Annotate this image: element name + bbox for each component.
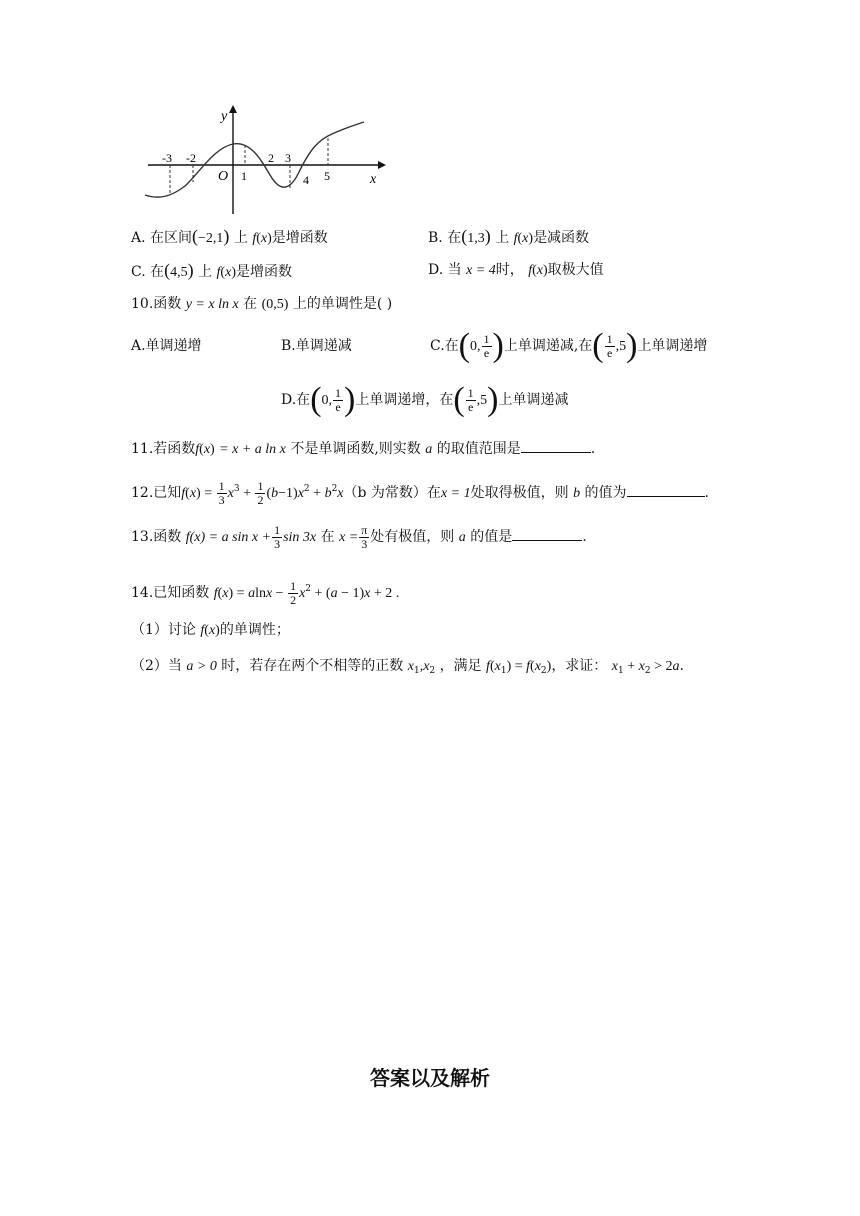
answer-blank (512, 526, 582, 541)
q9-option-c: C. 在(4,5) 上 f(x)是增函数 (131, 260, 292, 280)
q10-option-b: B.单调递减 (281, 338, 352, 354)
tick-label: 2 (268, 151, 274, 165)
y-axis-arrow-icon (229, 105, 237, 113)
q10-option-c: C.在(0, $\frac{1}{e}$ )上单调递减,在( $\frac{1}{e}$ ,5)上单调递增 (430, 327, 708, 364)
tick-label: -2 (186, 151, 196, 165)
q9-option-d: D. 当 x = 4时， f(x)取极大值 (428, 262, 604, 278)
tick-label: -3 (162, 151, 172, 165)
q13: 13.函数 f(x) = a sin x + $\frac{1}{3}$ sin 3x 在 x = $\frac{\pi}{3}$ 处有极值，则 a 的值是 . (131, 522, 587, 551)
q9-option-b: B. 在(1,3) 上 f(x)是减函数 (428, 226, 590, 246)
q10-option-a: A.单调递增 (131, 338, 202, 354)
origin-label: O (218, 169, 229, 184)
q14-part2: （2）当 a > 0 时，若存在两个不相等的正数 $x_1,x_2$ ，满足 $f(x_1) = f(x_2)$，求证： $x_1 + x_2 > 2a$. (131, 658, 684, 676)
function-curve (145, 122, 364, 197)
x-axis-label: x (370, 172, 377, 187)
q10-stem: 10.函数 y = x ln x 在 (0,5) 上的单调性是( ) (131, 296, 393, 312)
q10-option-d: D.在(0, $\frac{1}{e}$ )上单调递增，在( $\frac{1}{e}$ ,5)上单调递减 (281, 381, 569, 418)
q11: 11.若函数f(x) = x + a ln x 不是单调函数,则实数 a 的取值范围是 . (131, 438, 595, 460)
answer-blank (627, 482, 705, 497)
tick-label: 3 (285, 151, 291, 165)
q9-option-a: A. 在区间(−2,1) 上 f(x)是增函数 (131, 226, 328, 246)
q12: 12.已知f(x) = $\frac{1}{3}$ $x^3$ + $\frac{1}{2}$ $(b-1)x^2 + b^2x(b$ 为常数）在x = 1处取得极值，则 b 的值为 . (131, 478, 709, 507)
tick-label: 5 (324, 169, 330, 183)
tick-label: 4 (303, 173, 309, 187)
answer-blank (521, 438, 591, 453)
answer-section-title: 答案以及解析 (370, 1066, 490, 1090)
x-axis-arrow-icon (378, 161, 386, 169)
q14-part1: （1）讨论 f(x)的单调性； (131, 622, 290, 638)
q14-stem: 14.已知函数 f(x) = alnx − $\frac{1}{2}$ $x^2 + (a - 1)x + 2$ . (131, 578, 400, 607)
tick-label: 1 (241, 169, 247, 183)
function-graph (140, 100, 390, 220)
y-axis-label: y (221, 109, 228, 124)
